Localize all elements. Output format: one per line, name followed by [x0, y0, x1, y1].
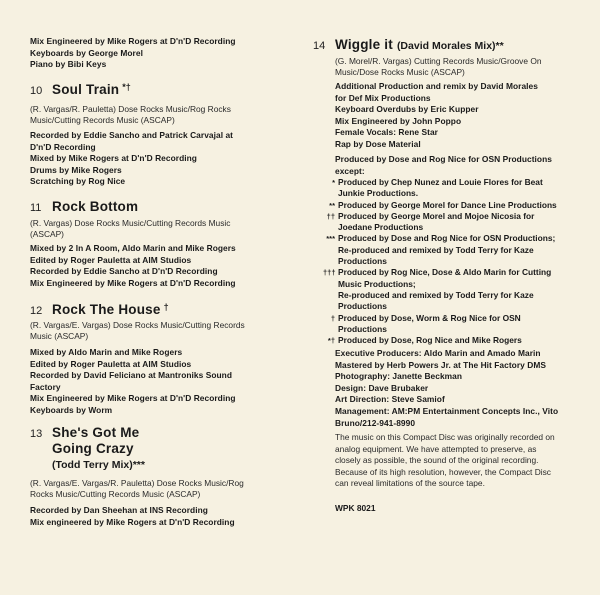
credit-line: Edited by Roger Pauletta at AIM Studios — [30, 254, 192, 265]
credit-line: Mix Engineered by John Poppo — [335, 115, 462, 126]
track-13-heading-line-2 — [30, 441, 317, 456]
note-line: Productions — [338, 323, 387, 334]
production-note — [329, 199, 600, 211]
notice-line: closely as possible, the sound of the original recording. — [335, 455, 539, 466]
production-note — [326, 210, 600, 234]
cd-notice — [313, 432, 600, 490]
track-title: Rock Bottom — [52, 199, 139, 214]
track-13-credits — [30, 505, 295, 528]
credit-line: Management: AM:PM Entertainment Concepts Inc., Vito — [335, 405, 559, 416]
note-line: Productions — [338, 256, 387, 267]
note-symbol: *** — [326, 234, 335, 244]
track-mark: † — [163, 302, 169, 312]
credit-line: for Def Mix Productions — [335, 92, 431, 103]
track-title-line-2: Going Crazy — [52, 441, 134, 456]
production-note — [332, 177, 600, 200]
track-title: Wiggle it — [335, 37, 393, 52]
credit-line: Recorded by Dan Sheehan at INS Recording — [30, 505, 208, 515]
credit-line: Additional Production and remix by David Morales — [335, 81, 538, 91]
notice-line: Because of its high resolution, however, the Compact Disc — [335, 466, 551, 477]
credit-line: Recorded by David Feliciano at Mantroniks Sound — [30, 370, 232, 381]
note-line: Produced by Rog Nice, Dose & Aldo Marin for Cutting — [338, 267, 552, 278]
track-title: Rock The House — [52, 302, 161, 317]
production-note — [323, 267, 600, 312]
credit-line: Mix Engineered by Mike Rogers at D'n'D Recording — [30, 36, 236, 46]
credit-line: Photography: Janette Beckman — [335, 371, 463, 382]
credit-line: Mix Engineered by Mike Rogers at D'n'D Recording — [30, 277, 236, 288]
note-line: Re-produced and remixed by Todd Terry for Kaze — [338, 289, 534, 300]
track-10-credits — [30, 130, 295, 188]
credit-line: Recorded by Eddie Sancho at D'n'D Recording — [30, 266, 218, 277]
track-10-publishing — [30, 104, 295, 126]
note-symbol: ††† — [323, 268, 336, 278]
production-intro — [313, 154, 600, 177]
credit-line: Produced by Dose and Rog Nice for OSN Productions — [335, 154, 552, 164]
credit-line: D'n'D Recording — [30, 141, 96, 152]
note-line: Produced by George Morel for Dance Line Productions — [338, 199, 557, 210]
track-14-publishing — [313, 56, 600, 78]
credit-line: Drums by Mike Rogers — [30, 164, 122, 175]
credit-line: Recorded by Eddie Sancho and Patrick Carvajal at — [30, 130, 234, 140]
track-13-mix — [30, 459, 317, 471]
credit-line: Mix Engineered by Mike Rogers at D'n'D Recording — [30, 393, 236, 404]
note-symbol: †† — [326, 211, 335, 221]
notice-line: The music on this Compact Disc was originally recorded on — [335, 432, 555, 442]
note-line: Produced by Dose and Rog Nice for OSN Productions; — [338, 233, 556, 244]
credit-line: Art Direction: Steve Samiof — [335, 394, 445, 405]
note-symbol: ** — [329, 200, 335, 210]
track-13-heading — [30, 425, 295, 440]
publishing-line: Rocks Music/Cutting Records Music (ASCAP) — [30, 489, 201, 499]
credit-line: Female Vocals: Rene Star — [335, 127, 438, 138]
note-line: Produced by Dose, Rog Nice and Mike Rogers — [338, 335, 522, 346]
track-number: 10 — [30, 85, 43, 97]
credit-line: Design: Dave Brubaker — [335, 382, 429, 393]
credit-line: Keyboards by George Morel — [30, 47, 143, 58]
credit-line: Rap by Dose Material — [335, 138, 421, 149]
track-14-heading — [313, 37, 585, 52]
credit-line: Mixed by Mike Rogers at D'n'D Recording — [30, 153, 197, 164]
track-14-credits — [313, 81, 600, 151]
note-symbol: † — [330, 313, 335, 323]
note-line: Produced by Chep Nunez and Louie Flores for Beat — [338, 177, 543, 187]
track-title-line-1: She's Got Me — [52, 425, 140, 440]
credit-line: Mixed by 2 In A Room, Aldo Marin and Mike Rogers — [30, 243, 236, 253]
track-title: Soul Train — [52, 82, 120, 97]
track-number: 13 — [30, 428, 43, 440]
track-12-publishing — [30, 320, 295, 342]
credit-line: Executive Producers: Aldo Marin and Amado Marin — [335, 348, 541, 358]
notice-line: analog equipment. We have attempted to preserve, as — [335, 443, 537, 454]
catalog-number: WPK 8021 — [335, 503, 376, 513]
track-10-heading — [30, 82, 295, 97]
track-mark: *† — [122, 82, 131, 92]
note-line: Produced by George Morel and Mojoe Nicosia for — [338, 210, 535, 221]
intro-credits — [30, 36, 295, 71]
publishing-line: Music (ASCAP) — [30, 331, 89, 341]
track-number: 14 — [313, 40, 326, 52]
note-line: Produced by Dose, Worm & Rog Nice for OSN — [338, 312, 521, 323]
publishing-line: Music/Dose Rocks Music (ASCAP) — [335, 67, 465, 77]
note-line: Junkie Productions. — [338, 188, 419, 199]
track-12-heading — [30, 302, 295, 317]
credit-line: Edited by Roger Pauletta at AIM Studios — [30, 358, 192, 369]
track-11-publishing — [30, 218, 295, 240]
credit-line: Mastered by Herb Powers Jr. at The Hit Factory DMS — [335, 359, 547, 370]
track-mix-name: (Todd Terry Mix)*** — [52, 459, 145, 471]
production-note — [326, 233, 600, 267]
track-11-heading — [30, 199, 295, 214]
publishing-line: (ASCAP) — [30, 229, 64, 239]
credit-line: Keyboard Overdubs by Eric Kupper — [335, 104, 479, 115]
production-note — [330, 312, 600, 336]
publishing-line: (R. Vargas/R. Pauletta) Dose Rocks Music/Rog Rocks — [30, 104, 231, 114]
credit-line: except: — [335, 165, 365, 176]
note-symbol: * — [332, 178, 335, 187]
track-12-credits — [30, 347, 295, 417]
notice-line: can reveal limitations of the source tape. — [335, 478, 485, 489]
publishing-line: (G. Morel/R. Vargas) Cutting Records Music/Groove On — [335, 56, 542, 66]
credit-line: Mix engineered by Mike Rogers at D'n'D Recording — [30, 516, 235, 527]
note-line: Music Productions; — [338, 278, 416, 289]
track-number: 11 — [30, 202, 42, 214]
credit-line: Scratching by Rog Nice — [30, 176, 126, 187]
publishing-line: (R. Vargas/E. Vargas) Dose Rocks Music/Cutting Records — [30, 320, 245, 330]
track-mix-name: (David Morales Mix)** — [396, 40, 504, 52]
production-notes — [313, 177, 600, 346]
note-line: Re-produced and remixed by Todd Terry for Kaze — [338, 244, 534, 255]
publishing-line: (R. Vargas) Dose Rocks Music/Cutting Records Music — [30, 218, 231, 228]
credit-line: Bruno/212-941-8990 — [335, 417, 416, 428]
note-line: Joedane Productions — [338, 222, 424, 233]
publishing-line: Music/Cutting Records Music (ASCAP) — [30, 115, 175, 125]
track-number: 12 — [30, 305, 43, 317]
track-13-publishing — [30, 478, 295, 500]
note-symbol: *† — [327, 336, 335, 346]
executive-credits — [313, 348, 600, 429]
credit-line: Piano by Bibi Keys — [30, 59, 107, 70]
publishing-line: (R. Vargas/E. Vargas/R. Pauletta) Dose Rocks Music/Rog — [30, 478, 244, 488]
track-11-credits — [30, 243, 295, 289]
credit-line: Factory — [30, 381, 61, 392]
production-note — [327, 335, 600, 346]
credit-line: Mixed by Aldo Marin and Mike Rogers — [30, 347, 183, 357]
note-line: Productions — [338, 301, 387, 312]
credit-line: Keyboards by Worm — [30, 404, 113, 415]
